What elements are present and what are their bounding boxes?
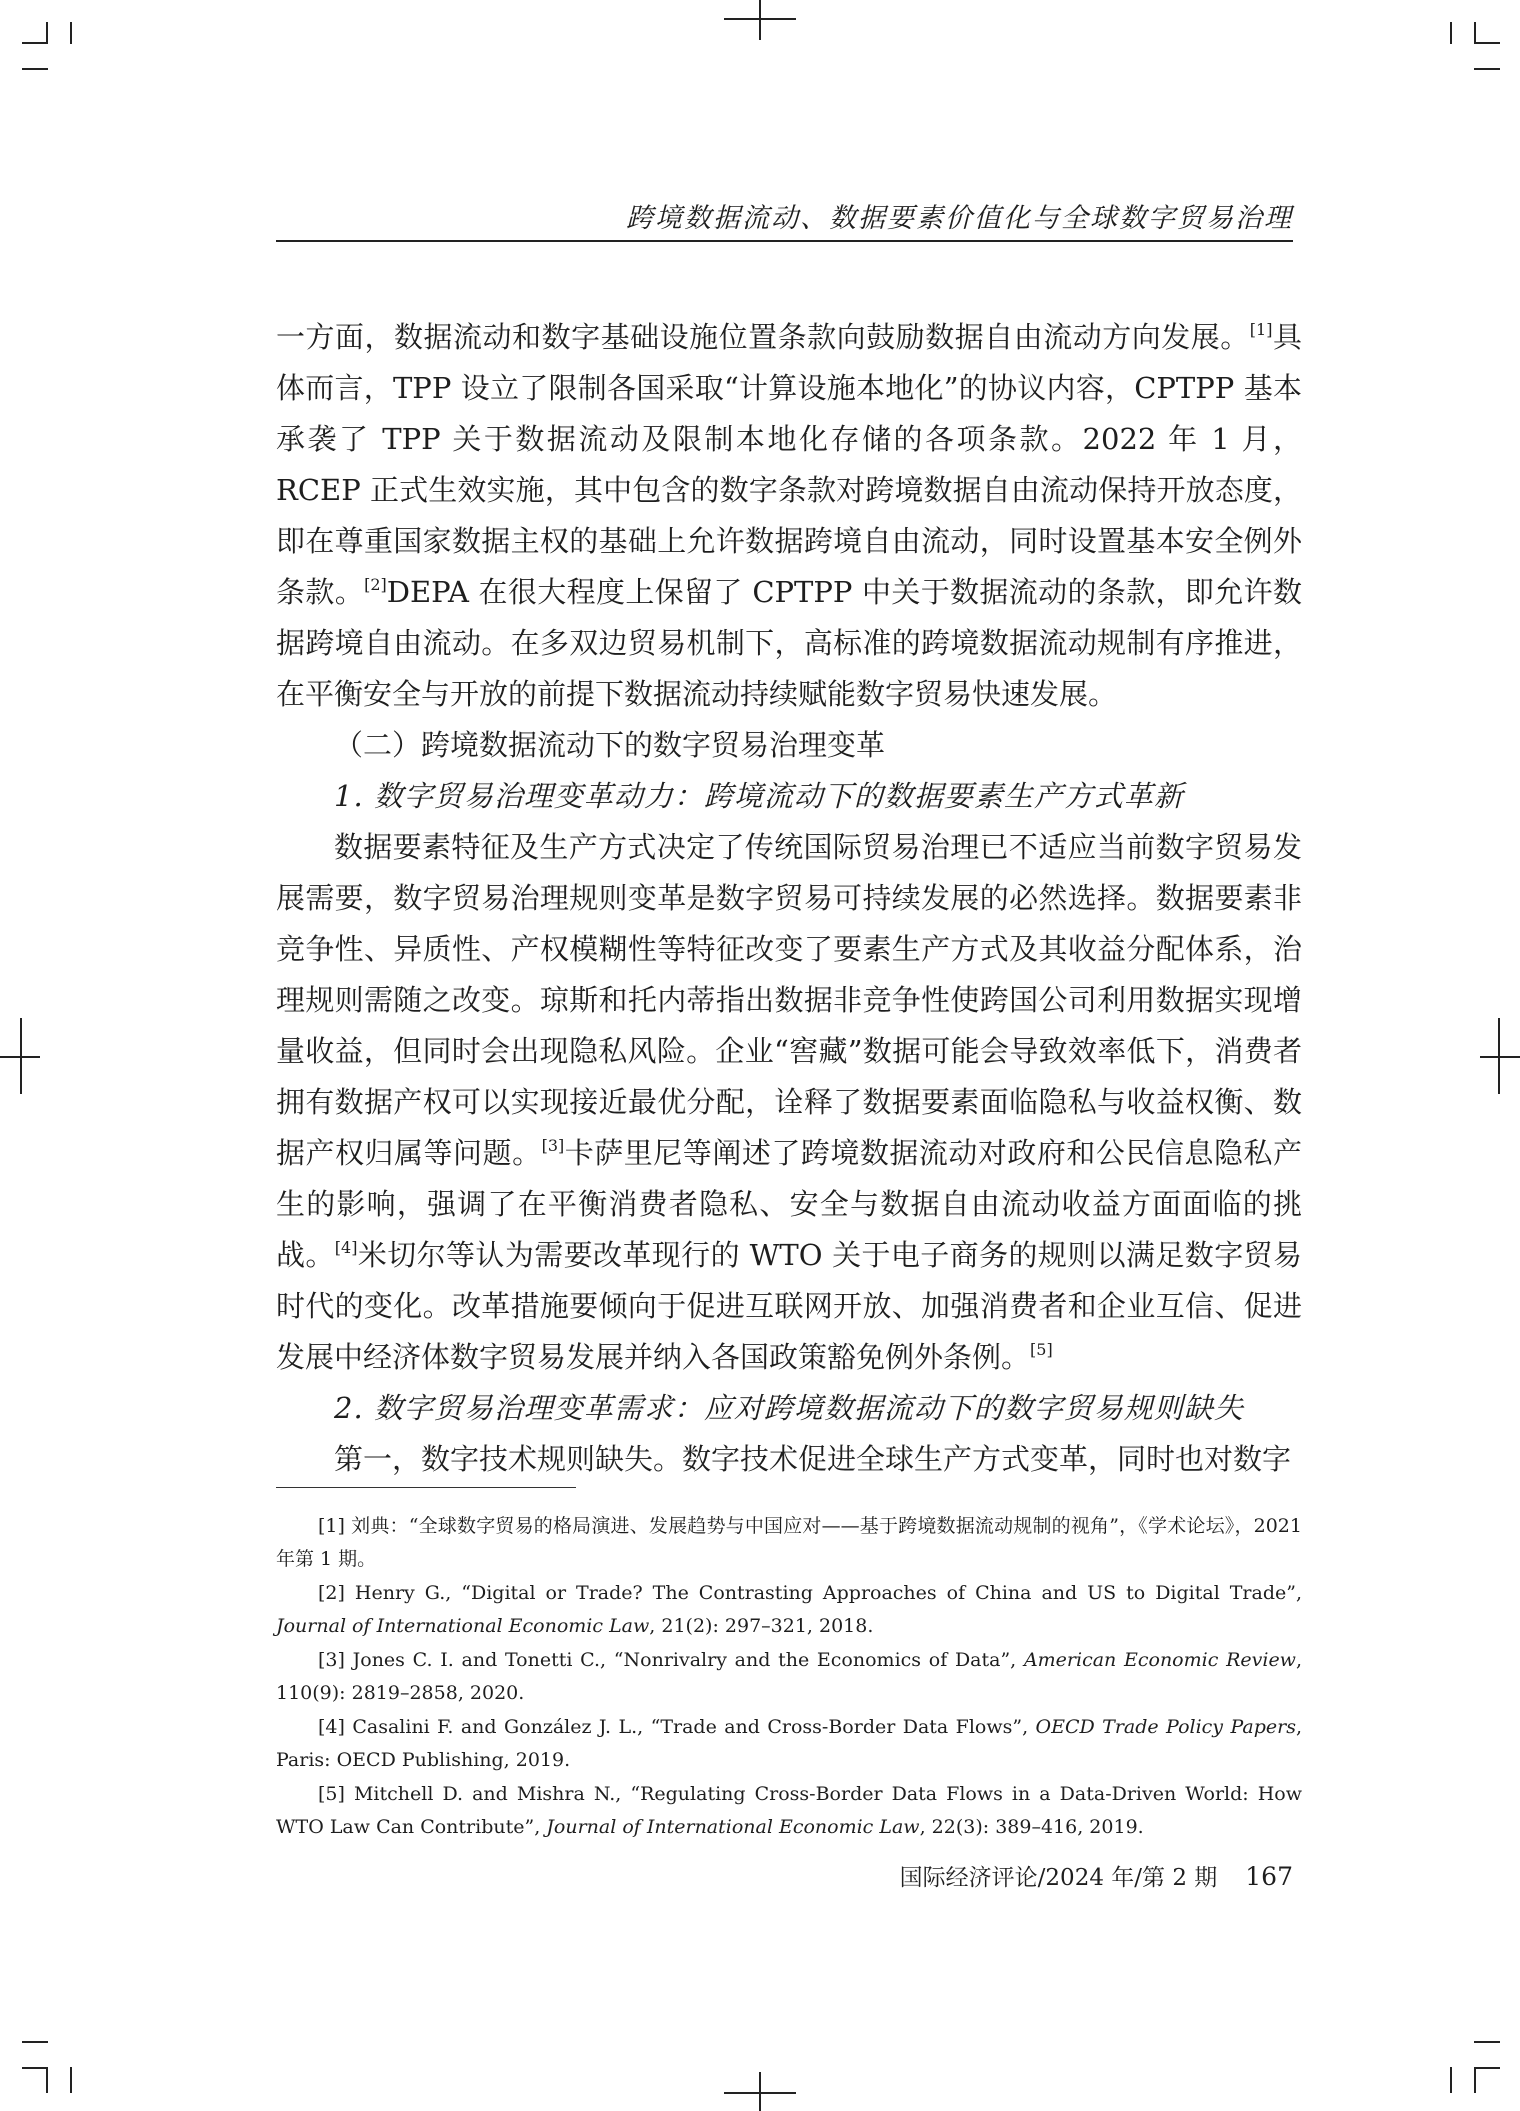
footnote-ref-4[interactable]: [4]	[334, 1238, 358, 1257]
footnote-3	[276, 1644, 1302, 1710]
subsection-heading-1: 1. 数字贸易治理变革动力：跨境流动下的数据要素生产方式革新	[334, 779, 1184, 813]
text-run: DEPA 在很大程度上保留了 CPTPP 中关于数据流动的条款，即允许数据跨境自由流动。在多双边贸易机制下，高标准的跨境数据流动规制有序推进，在平衡安全与开放的前提下数据流动持续赋能数字贸易快速发展。	[276, 575, 1302, 711]
footnote-ref-5[interactable]: [5]	[1030, 1340, 1053, 1359]
footnote-4	[276, 1711, 1302, 1777]
page-footer	[900, 1859, 1293, 1892]
paragraph-1	[276, 312, 1302, 720]
footnote-ref-2[interactable]: [2]	[364, 575, 387, 594]
footnote-journal: Journal of International Economic Law	[546, 1816, 920, 1838]
footnotes	[276, 1510, 1302, 1845]
running-header: 跨境数据流动、数据要素价值化与全球数字贸易治理	[626, 203, 1293, 234]
footnote-text: Casalini F. and González J. L., “Trade and Cross-Border Data Flows”,	[352, 1716, 1036, 1738]
text-run: 具体而言，TPP 设立了限制各国采取“计算设施本地化”的协议内容，CPTPP 基本承袭了 TPP 关于数据流动及限制本地化存储的各项条款。2022 年 1 月，RCEP 正式生效实施，其中包含的数字条款对跨境数据自由流动保持开放态度，即在尊重国家数据主权的基础上允许数据跨境自由流动，同时设置基本安全例外条款。	[276, 320, 1302, 609]
footnote-label: [2]	[318, 1582, 345, 1604]
footnote-label: [4]	[318, 1716, 345, 1738]
footnote-text: 刘典：“全球数字贸易的格局演进、发展趋势与中国应对——基于跨境数据流动规制的视角”，《学术论坛》，2021 年第 1 期。	[276, 1515, 1302, 1570]
footnote-tail: , Paris: OECD Publishing, 2019.	[276, 1716, 1302, 1771]
footnote-journal: American Economic Review	[1023, 1649, 1296, 1671]
footnote-tail: , 22(3): 389–416, 2019.	[919, 1816, 1144, 1838]
footnote-journal: Journal of International Economic Law	[276, 1615, 650, 1637]
footnote-text: Henry G., “Digital or Trade? The Contrasting Approaches of China and US to Digital Trade”,	[354, 1582, 1302, 1604]
footnote-tail: , 21(2): 297–321, 2018.	[649, 1615, 874, 1637]
text-run: 卡萨里尼等阐述了跨境数据流动对政府和公民信息隐私产生的影响，强调了在平衡消费者隐私、安全与数据自由流动收益方面面临的挑战。	[276, 1136, 1302, 1272]
footnote-text: Mitchell D. and Mishra N., “Regulating Cross-Border Data Flows in a Data-Driven World: How WTO Law Can Contribute”,	[276, 1783, 1302, 1838]
text-run: 一方面，数据流动和数字基础设施位置条款向鼓励数据自由流动方向发展。	[276, 320, 1250, 354]
footnote-label: [3]	[318, 1649, 345, 1671]
text-run: 数据要素特征及生产方式决定了传统国际贸易治理已不适应当前数字贸易发展需要，数字贸易治理规则变革是数字贸易可持续发展的必然选择。数据要素非竞争性、异质性、产权模糊性等特征改变了要素生产方式及其收益分配体系，治理规则需随之改变。琼斯和托内蒂指出数据非竞争性使跨国公司利用数据实现增量收益，但同时会出现隐私风险。企业“窖藏”数据可能会导致效率低下，消费者拥有数据产权可以实现接近最优分配，诠释了数据要素面临隐私与收益权衡、数据产权归属等问题。	[276, 830, 1302, 1170]
footnote-text: Jones C. I. and Tonetti C., “Nonrivalry and the Economics of Data”,	[352, 1649, 1024, 1671]
paragraph-2	[276, 822, 1302, 1383]
footnote-ref-3[interactable]: [3]	[541, 1136, 565, 1155]
journal-issue: 国际经济评论/2024 年/第 2 期	[899, 1865, 1218, 1891]
section-heading: （二）跨境数据流动下的数字贸易治理变革	[334, 728, 886, 762]
footnote-label: [5]	[318, 1783, 345, 1805]
footnote-1	[276, 1510, 1302, 1576]
footnote-label: [1]	[318, 1515, 345, 1537]
footnote-tail: , 110(9): 2819–2858, 2020.	[276, 1649, 1302, 1704]
text-run: 米切尔等认为需要改革现行的 WTO 关于电子商务的规则以满足数字贸易时代的变化。改革措施要倾向于促进互联网开放、加强消费者和企业互信、促进发展中经济体数字贸易发展并纳入各国政策豁免例外条例。	[276, 1238, 1302, 1374]
footnote-journal: OECD Trade Policy Papers	[1035, 1716, 1296, 1738]
body-text	[276, 312, 1302, 1485]
paragraph-3: 第一，数字技术规则缺失。数字技术促进全球生产方式变革，同时也对数字	[334, 1442, 1292, 1476]
footnote-5	[276, 1778, 1302, 1844]
footnote-ref-1[interactable]: [1]	[1249, 320, 1273, 339]
subsection-heading-2: 2. 数字贸易治理变革需求：应对跨境数据流动下的数字贸易规则缺失	[334, 1391, 1244, 1425]
footnote-rule	[276, 1487, 576, 1488]
page-number: 167	[1245, 1862, 1293, 1891]
header-rule	[276, 240, 1293, 242]
footnote-2	[276, 1577, 1302, 1643]
